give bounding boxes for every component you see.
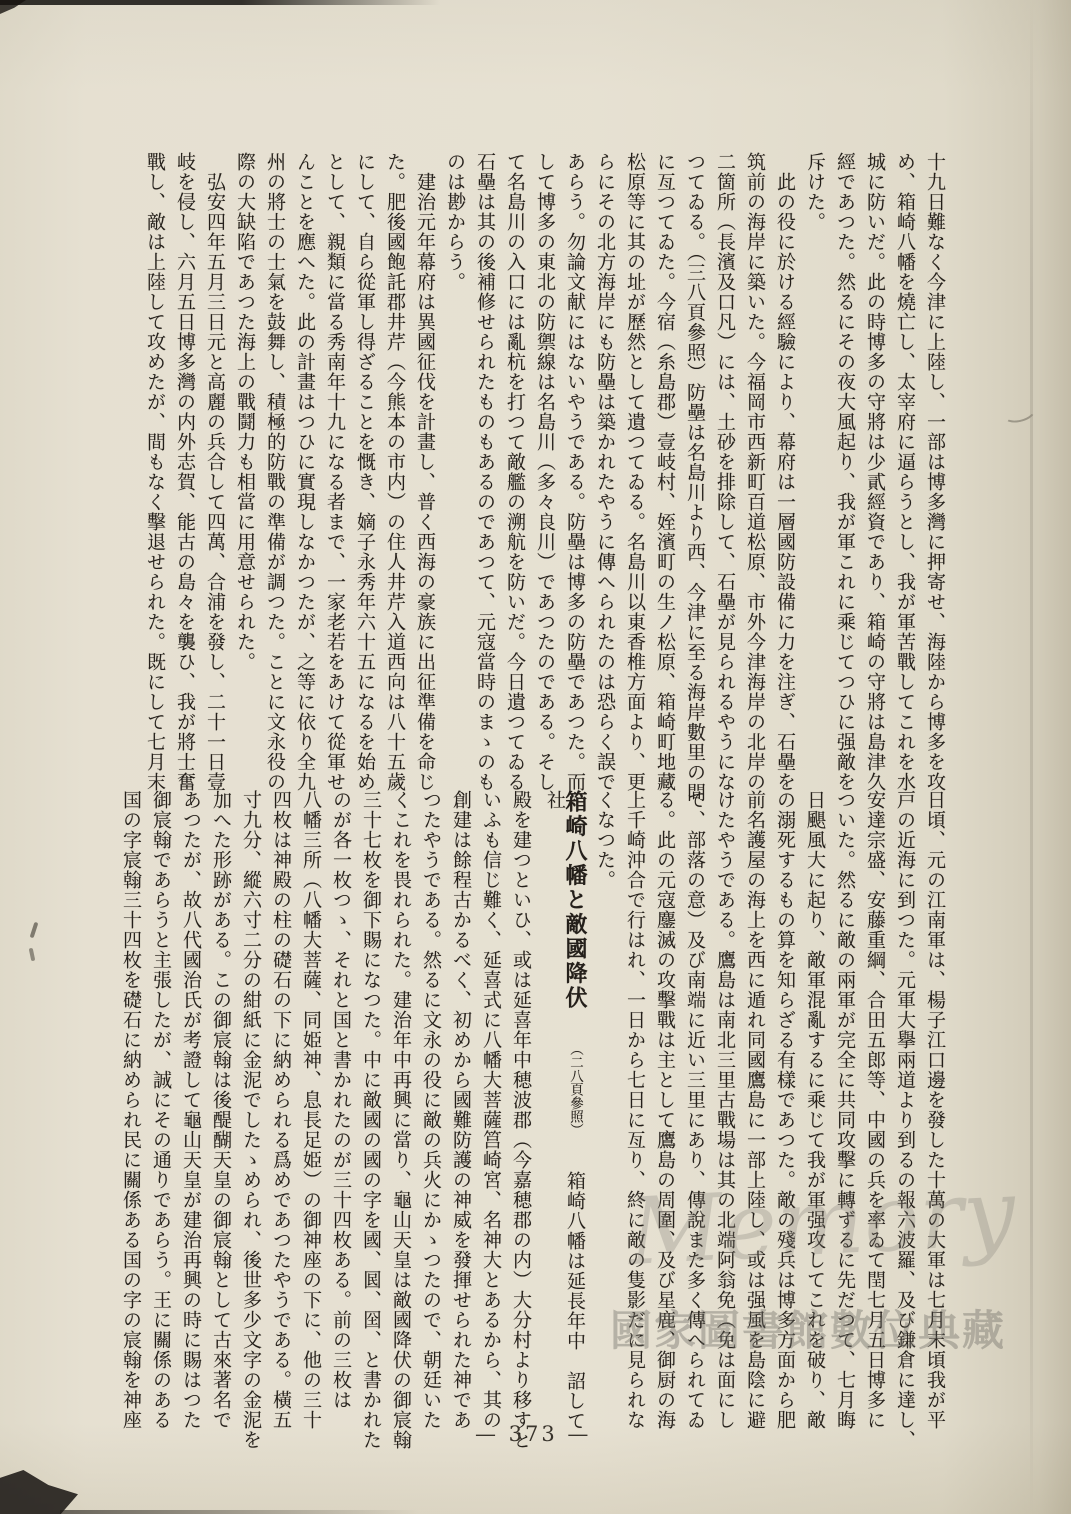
page-number: — 373 — <box>474 1422 592 1446</box>
text-column: 城に防いだ。此の時博多の守將は少貳經資であり、箱崎の守將は島津久 <box>864 152 886 792</box>
scan-corner-artifact <box>0 1470 78 1514</box>
text-column: め、箱崎八幡を燒亡し、太宰府に逼らうとし、我が軍苦戰してこれを水 <box>894 152 916 792</box>
text-column: て名島川の入口には亂杭を打つて敵艦の溯航を防いだ。今日遺つてゐる <box>504 152 526 792</box>
text-column: けたやうである。鷹島は南北三里古戰場は其の北端阿翁免（免は面にし <box>714 790 736 1430</box>
text-column: らにその北方海岸にも防壘は築かれたやうに傳へられたのは恐らく誤で <box>594 152 616 792</box>
margin-mark-artifact <box>29 948 36 962</box>
text-column: 際の大缺陷であつた海上の戰鬪力も相當に用意せられた。 <box>234 152 256 672</box>
text-column: 戸の近海に到つた。元軍大擧兩道より到るの報六波羅、及び鎌倉に達し、 <box>894 790 916 1450</box>
watermark-script-text: Memory <box>625 1158 1018 1286</box>
text-column: 日颶風大に起り、敵軍混亂するに乘じて我が軍强攻してこれを破り、敵 <box>804 790 826 1430</box>
text-column: 国の字宸翰三十四枚を礎石に納められ民に關係ある国の字の宸翰を神座 <box>120 790 142 1430</box>
margin-mark-artifact <box>30 922 39 938</box>
text-column: 安達宗盛、安藤重綱、合田五郎等、中國の兵を率ゐて閏七月五日博多に <box>864 790 886 1430</box>
scan-edge-artifact <box>0 0 440 5</box>
text-column: あつたが、故八代國治氏が考證して龜山天皇が建治再興の時に賜はつた <box>180 790 202 1430</box>
text-column: くこれを畏れられた。建治年中再興に當り、龜山天皇は敵國降伏の御宸翰 <box>390 790 412 1450</box>
text-column: のが各一枚つゝ、それと国と書かれたのが三十四枚ある。前の三枚は <box>330 790 352 1410</box>
text-column: 十九日難なく今津に上陸し、一部は博多灣に押寄せ、海陸から博多を攻 <box>924 152 946 792</box>
text-column: あらう。勿論文献にはないやうである。防壘は博多の防壘であつた。而 <box>564 152 586 792</box>
text-column: つたやうである。然るに文永の役に敵の兵火にかゝつたので、朝廷いた <box>420 790 442 1430</box>
text-column: 松原等に其の址が歷然として遺つてゐる。名島川以東香椎方面より、更 <box>624 152 646 792</box>
text-column: 四枚は神殿の柱の礎石の下に納められる爲めであつたやうである。橫五 <box>270 790 292 1430</box>
watermark-library-label: 國家圖書館數位典藏 <box>610 1306 1007 1355</box>
text-column: て、部落の意）及び南端に近い三里にあり、傳說また多く傳へられてゐ <box>684 790 706 1430</box>
text-column: ついた。然るに敵の兩軍が完全に共同攻擊に轉ずるに先だつて、七月晦 <box>834 790 856 1430</box>
text-column: 弘安四年五月三日元と高麗の兵合して四萬、合浦を發し、二十一日壹 <box>204 152 226 792</box>
text-column: して博多の東北の防禦線は名島川（多々良川）であつたのである。そし <box>534 152 556 792</box>
text-column: 戰し、敵は上陸して攻めたが、間もなく擊退せられた。既にして七月末 <box>144 152 166 792</box>
text-column: 此の役に於ける經驗により、幕府は一層國防設備に力を注ぎ、石壘を <box>774 152 796 792</box>
text-column: 筑前の海岸に築いた。今福岡市西新町百道松原、市外今津海岸の北岸の <box>744 152 766 792</box>
article1-text-block <box>135 152 945 804</box>
text-column: 上千崎沖合で行はれ、一日から七日に亙り、終に敵の隻影だに見られな <box>624 790 646 1430</box>
text-column: つてゐる。（三八頁參照）防壘は名島川より西、今津に至る海岸數里の間 <box>684 152 706 803</box>
text-column: 岐を侵し、六月五日博多灣の内外志賀、能古の島々を襲ひ、我が將士奮 <box>174 152 196 792</box>
text-column: 建治元年幕府は異國征伐を計畫し、普く西海の豪族に出征準備を命じ <box>414 152 436 792</box>
text-column: 加へた形跡がある。この御宸翰は後醍醐天皇の御宸翰として古來著名で <box>210 790 232 1430</box>
text-column: 御宸翰であらうと主張したが、誠にその通りであらう。王に關係のある <box>150 790 172 1430</box>
text-column: くなつた。 <box>594 790 616 890</box>
text-column: 八幡三所（八幡大菩薩、同姫神、息長足姫）の御神座の下に、他の三十 <box>300 790 322 1430</box>
heading-followup-text: 箱崎八幡は延長年中 詔して社 <box>544 790 586 1431</box>
text-column: 經であつた。然るにその夜大風起り、我が軍これに乘じてつひに强敵を <box>834 152 856 792</box>
text-column: 前名護屋の海上を西に遁れ同國鷹島に一部上陸し、或は强風を島陰に避 <box>744 790 766 1430</box>
article2-text-block <box>111 790 945 1450</box>
text-column: 寸九分、縱六寸二分の紺紙に金泥でしたゝめられ、後世多少文字の金泥を <box>240 790 262 1450</box>
section-heading-pageref: （二八頁參照） <box>567 1041 583 1136</box>
text-column: 創建は餘程古かるべく、初めから國難防護の神威を發揮せられた神であ <box>450 790 472 1430</box>
pencil-mark-artifact <box>1000 398 1038 426</box>
scan-edge-artifact <box>60 1510 420 1514</box>
text-column: 二箇所（長濱及口凡）には、土砂を排除して、石壘が見られるやうにな <box>714 152 736 792</box>
text-column: んことを應へた。此の計畫はつひに實現しなかつたが、之等に依り全九 <box>294 152 316 792</box>
text-column: 日頃、元の江南軍は、楊子江口邊を發した十萬の大軍は七月末頃我が平 <box>924 790 946 1430</box>
text-column: のは尠からう。 <box>444 152 466 292</box>
text-column: にして、自ら從軍し得ざることを慨き、嫡子永秀年六十五になるを始め <box>354 152 376 792</box>
text-column: として、親類に當る秀南年十九になる者まで、一家老若をあけて從軍せ <box>324 152 346 792</box>
text-column: 斥けた。 <box>804 152 826 232</box>
text-column: の溺死するもの算を知らざる有樣であつた。敵の殘兵は博多方面から肥 <box>774 790 796 1430</box>
text-column: 石壘は其の後補修せられたものもあるのであつて、元寇當時のまゝのも <box>474 152 496 792</box>
text-column: る。此の元寇鏖滅の攻擊戰は主として鷹島の周圍、及び星鹿、御厨の海 <box>654 790 676 1430</box>
text-column: 殿を建つといひ、或は延喜年中穂波郡（今嘉穂郡の内）大分村より移すと <box>510 790 532 1450</box>
text-column: 三十七枚を御下賜になつた。中に敵國の國の字を國、囻、囶、と書かれた <box>360 790 382 1450</box>
text-column: に亙つてゐた。今宿（糸島郡）壹岐村、姪濱町の生ノ松原、箱崎町地藏 <box>654 152 676 792</box>
text-column: 州の將士の士氣を鼓舞し、積極的防戰の準備が調つた。ことに文永役の <box>264 152 286 792</box>
section-heading-column <box>531 790 588 1450</box>
text-column: た。肥後國飽託郡井芹（今熊本の市内）の住人井芹入道西向は八十五歲 <box>384 152 406 792</box>
section-heading: 箱崎八幡と敵國降伏 <box>562 790 588 1011</box>
page-gutter-shadow <box>1030 0 1033 1514</box>
scan-corner-artifact <box>0 0 26 14</box>
text-column: いふも信じ難く、延喜式に八幡大菩薩筥崎宮、名神大とあるから、其の <box>480 790 502 1430</box>
